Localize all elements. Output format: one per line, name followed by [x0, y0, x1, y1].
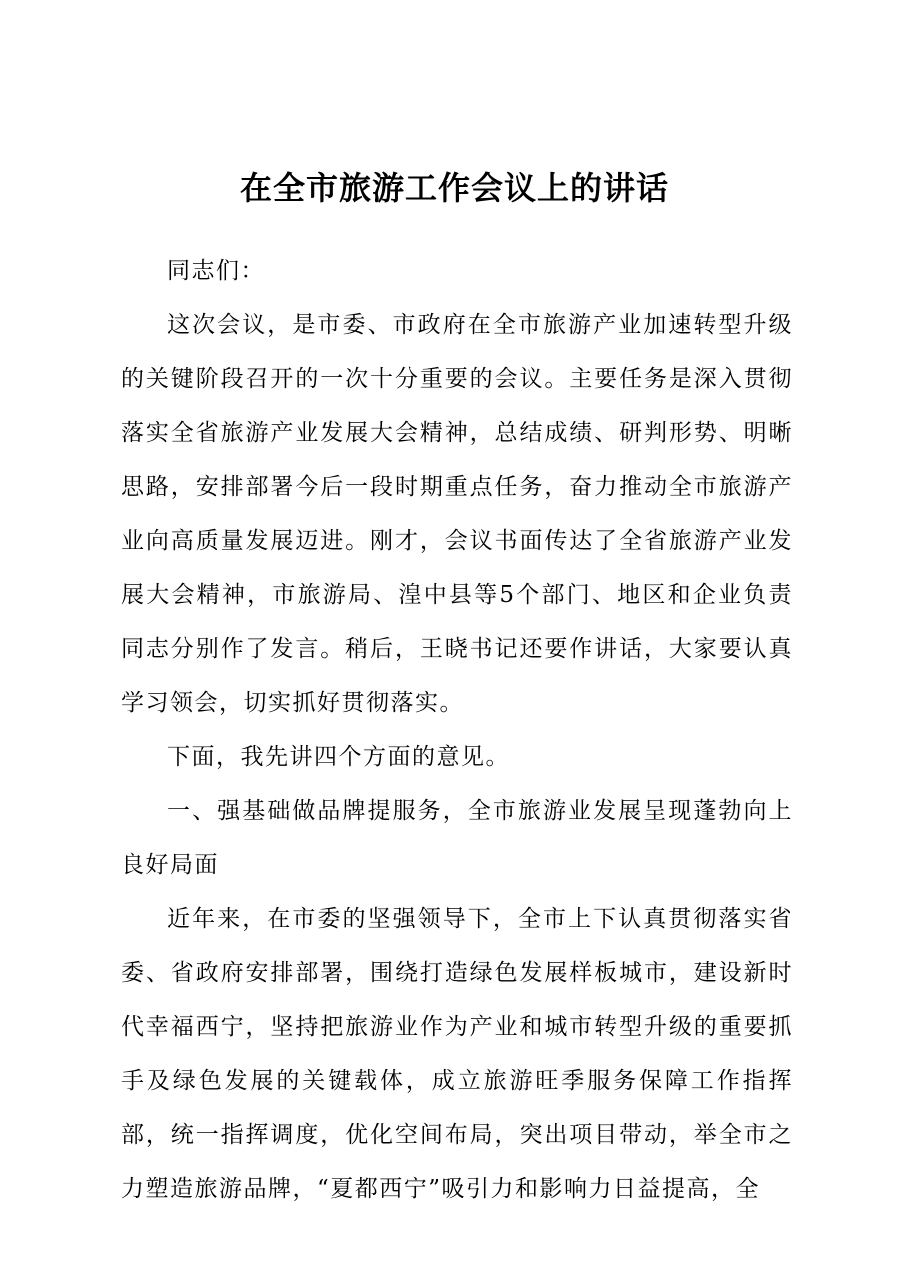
- salutation: 同志们：: [167, 258, 265, 284]
- document-body: [121, 244, 793, 1216]
- paragraph-outline: 下面，我先讲四个方面的意见。: [167, 744, 510, 770]
- section-heading-1: 一、强基础做品牌提服务，全市旅游业发展呈现蓬勃向上良好局面: [121, 798, 793, 878]
- document-title: 在全市旅游工作会议上的讲话: [239, 169, 669, 207]
- paragraph-section-1: 近年来，在市委的坚强领导下，全市上下认真贯彻落实省委、省政府安排部署，围绕打造绿色发展样板城市，建设新时代幸福西宁，坚持把旅游业作为产业和城市转型升级的重要抓手及绿色发展的关键载体，成立旅游旺季服务保障工作指挥部，统一指挥调度，优化空间布局，突出项目带动，举全市之力塑造旅游品牌，“夏都西宁”吸引力和影响力日益提高，全: [121, 906, 793, 1202]
- paragraph-intro: 这次会议，是市委、市政府在全市旅游产业加速转型升级的关键阶段召开的一次十分重要的会议。主要任务是深入贯彻落实全省旅游产业发展大会精神，总结成绩、研判形势、明晰思路，安排部署今后一段时期重点任务，奋力推动全市旅游产业向高质量发展迈进。刚才，会议书面传达了全省旅游产业发展大会精神，市旅游局、湟中县等5个部门、地区和企业负责同志分别作了发言。稍后，王晓书记还要作讲话，大家要认真学习领会，切实抓好贯彻落实。: [121, 312, 793, 716]
